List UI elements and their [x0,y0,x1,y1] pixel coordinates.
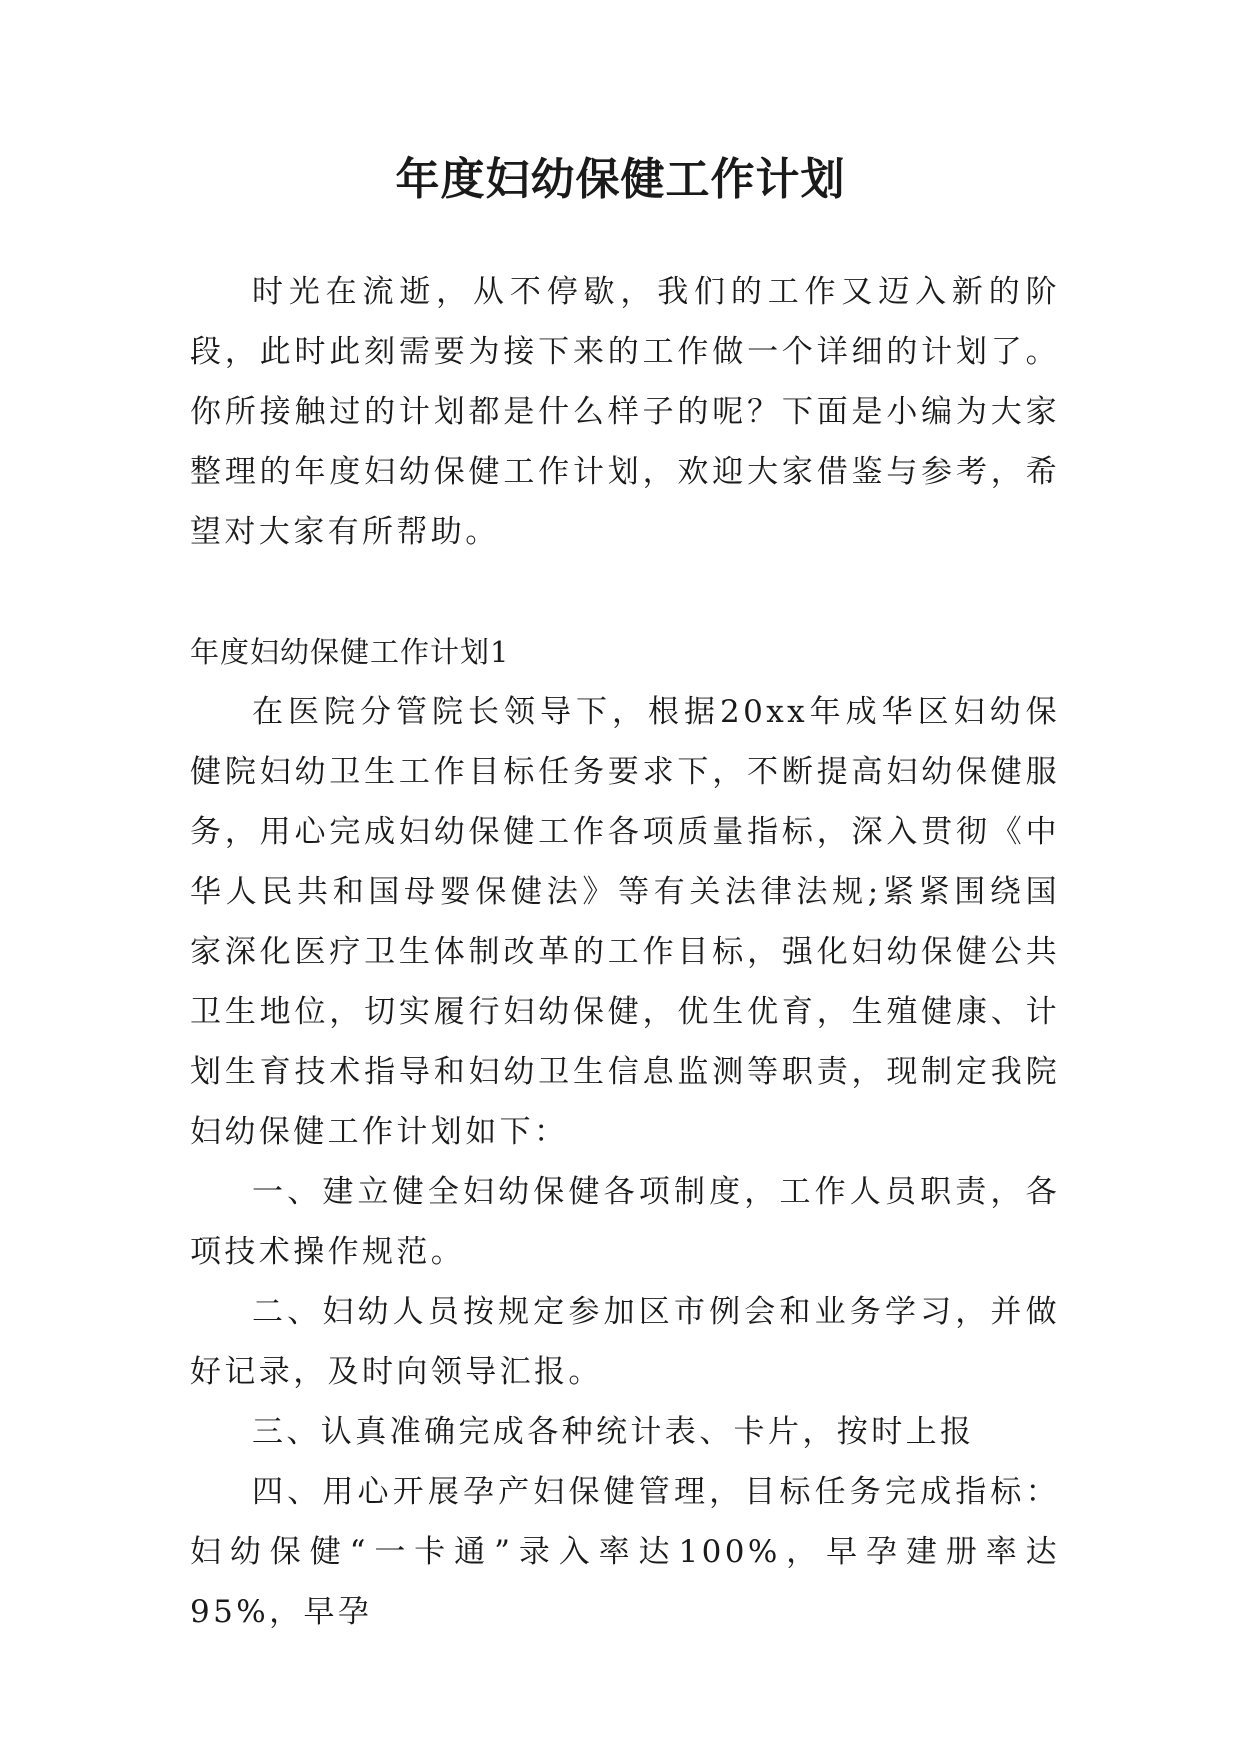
body-paragraph: 三、认真准确完成各种统计表、卡片，按时上报 [252,1414,975,1450]
document-body [190,262,1060,1642]
document-title: 年度妇幼保健工作计划 [395,154,846,205]
body-paragraph: 二、妇幼人员按规定参加区市例会和业务学习，并做好记录，及时向领导汇报。 [190,1294,1060,1390]
section-heading: 年度妇幼保健工作计划1 [190,635,510,669]
body-paragraph: 在医院分管院长领导下，根据20xx年成华区妇幼保健院妇幼卫生工作目标任务要求下，不断提高妇幼保健服务，用心完成妇幼保健工作各项质量指标，深入贯彻《中华人民共和国母婴保健法》等有关法律法规;紧紧围绕国家深化医疗卫生体制改革的工作目标，强化妇幼保健公共卫生地位，切实履行妇幼保健，优生优育，生殖健康、计划生育技术指导和妇幼卫生信息监测等职责，现制定我院妇幼保健工作计划如下： [190,694,1060,1150]
intro-paragraph: 时光在流逝，从不停歇，我们的工作又迈入新的阶段，此时此刻需要为接下来的工作做一个详细的计划了。你所接触过的计划都是什么样子的呢？下面是小编为大家整理的年度妇幼保健工作计划，欢迎大家借鉴与参考，希望对大家有所帮助。 [190,274,1060,550]
body-paragraph: 四、用心开展孕产妇保健管理，目标任务完成指标：妇幼保健“一卡通”录入率达100%，早孕建册率达95%，早孕 [190,1474,1060,1630]
body-paragraph: 一、建立健全妇幼保健各项制度，工作人员职责，各项技术操作规范。 [190,1174,1060,1270]
